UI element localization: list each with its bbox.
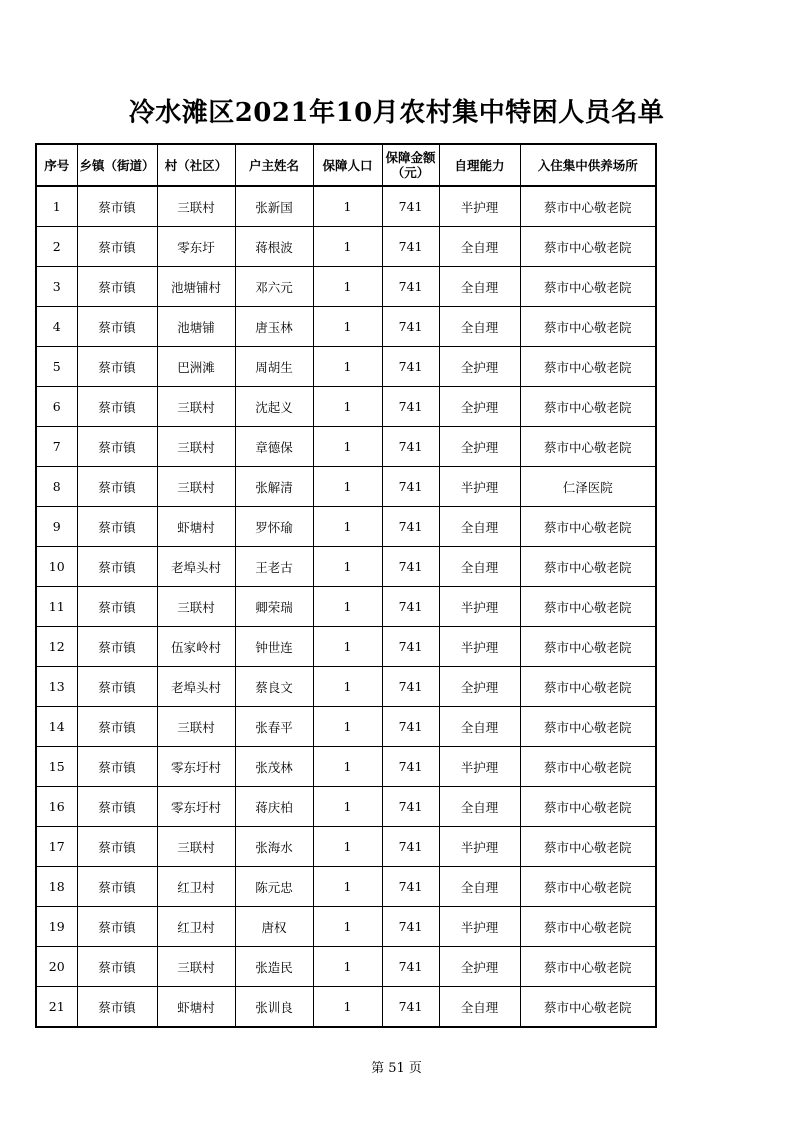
cell-amount: 741	[382, 387, 439, 427]
cell-self-care: 半护理	[439, 467, 520, 507]
cell-index: 8	[36, 467, 77, 507]
cell-township: 蔡市镇	[77, 867, 157, 907]
cell-index: 11	[36, 587, 77, 627]
cell-amount: 741	[382, 227, 439, 267]
cell-index: 15	[36, 747, 77, 787]
cell-township: 蔡市镇	[77, 227, 157, 267]
cell-householder: 张春平	[235, 707, 313, 747]
cell-self-care: 半护理	[439, 186, 520, 227]
column-header-self-care: 自理能力	[439, 144, 520, 186]
cell-population: 1	[313, 587, 382, 627]
cell-index: 16	[36, 787, 77, 827]
table-row	[36, 307, 656, 347]
cell-township: 蔡市镇	[77, 947, 157, 987]
cell-self-care: 全自理	[439, 267, 520, 307]
cell-self-care: 半护理	[439, 907, 520, 947]
cell-self-care: 全自理	[439, 227, 520, 267]
cell-index: 13	[36, 667, 77, 707]
table-row	[36, 427, 656, 467]
table-row	[36, 787, 656, 827]
cell-facility: 蔡市中心敬老院	[520, 387, 656, 427]
column-header-amount: 保障金额（元）	[382, 144, 439, 186]
cell-population: 1	[313, 307, 382, 347]
cell-population: 1	[313, 227, 382, 267]
cell-facility: 蔡市中心敬老院	[520, 867, 656, 907]
cell-facility: 蔡市中心敬老院	[520, 947, 656, 987]
cell-facility: 蔡市中心敬老院	[520, 787, 656, 827]
cell-householder: 唐权	[235, 907, 313, 947]
cell-index: 7	[36, 427, 77, 467]
cell-township: 蔡市镇	[77, 427, 157, 467]
cell-amount: 741	[382, 307, 439, 347]
cell-householder: 张训良	[235, 987, 313, 1028]
cell-self-care: 半护理	[439, 587, 520, 627]
cell-amount: 741	[382, 627, 439, 667]
cell-population: 1	[313, 947, 382, 987]
cell-amount: 741	[382, 667, 439, 707]
cell-township: 蔡市镇	[77, 467, 157, 507]
cell-facility: 蔡市中心敬老院	[520, 747, 656, 787]
cell-population: 1	[313, 827, 382, 867]
table-row	[36, 867, 656, 907]
table-row	[36, 907, 656, 947]
cell-index: 20	[36, 947, 77, 987]
cell-facility: 仁泽医院	[520, 467, 656, 507]
cell-village: 老埠头村	[157, 667, 235, 707]
cell-township: 蔡市镇	[77, 987, 157, 1028]
cell-self-care: 全自理	[439, 707, 520, 747]
cell-township: 蔡市镇	[77, 787, 157, 827]
cell-amount: 741	[382, 427, 439, 467]
cell-facility: 蔡市中心敬老院	[520, 707, 656, 747]
cell-self-care: 半护理	[439, 827, 520, 867]
cell-facility: 蔡市中心敬老院	[520, 827, 656, 867]
cell-self-care: 全护理	[439, 427, 520, 467]
cell-village: 池塘铺村	[157, 267, 235, 307]
table-row	[36, 227, 656, 267]
cell-index: 9	[36, 507, 77, 547]
cell-householder: 周胡生	[235, 347, 313, 387]
cell-self-care: 全自理	[439, 547, 520, 587]
cell-householder: 蒋根波	[235, 227, 313, 267]
cell-facility: 蔡市中心敬老院	[520, 547, 656, 587]
cell-township: 蔡市镇	[77, 707, 157, 747]
cell-township: 蔡市镇	[77, 387, 157, 427]
cell-population: 1	[313, 507, 382, 547]
table-row	[36, 627, 656, 667]
cell-village: 三联村	[157, 587, 235, 627]
cell-township: 蔡市镇	[77, 186, 157, 227]
cell-amount: 741	[382, 787, 439, 827]
table-row	[36, 387, 656, 427]
cell-self-care: 全护理	[439, 347, 520, 387]
cell-population: 1	[313, 627, 382, 667]
cell-facility: 蔡市中心敬老院	[520, 347, 656, 387]
cell-index: 19	[36, 907, 77, 947]
cell-facility: 蔡市中心敬老院	[520, 427, 656, 467]
cell-village: 零东圩村	[157, 747, 235, 787]
table-row	[36, 267, 656, 307]
cell-householder: 章德保	[235, 427, 313, 467]
cell-village: 三联村	[157, 186, 235, 227]
cell-facility: 蔡市中心敬老院	[520, 987, 656, 1028]
table-row	[36, 987, 656, 1028]
column-header-index: 序号	[36, 144, 77, 186]
cell-householder: 张解清	[235, 467, 313, 507]
cell-township: 蔡市镇	[77, 587, 157, 627]
cell-householder: 蔡良文	[235, 667, 313, 707]
cell-amount: 741	[382, 467, 439, 507]
table-row	[36, 347, 656, 387]
cell-amount: 741	[382, 747, 439, 787]
cell-index: 3	[36, 267, 77, 307]
cell-amount: 741	[382, 547, 439, 587]
cell-village: 三联村	[157, 427, 235, 467]
cell-householder: 沈起义	[235, 387, 313, 427]
table-row	[36, 547, 656, 587]
cell-facility: 蔡市中心敬老院	[520, 267, 656, 307]
cell-householder: 罗怀瑜	[235, 507, 313, 547]
cell-village: 红卫村	[157, 867, 235, 907]
cell-facility: 蔡市中心敬老院	[520, 907, 656, 947]
cell-population: 1	[313, 427, 382, 467]
table-row	[36, 467, 656, 507]
cell-householder: 张茂林	[235, 747, 313, 787]
cell-population: 1	[313, 667, 382, 707]
cell-township: 蔡市镇	[77, 667, 157, 707]
cell-village: 红卫村	[157, 907, 235, 947]
cell-village: 三联村	[157, 947, 235, 987]
column-header-township: 乡镇（街道）	[77, 144, 157, 186]
cell-householder: 陈元忠	[235, 867, 313, 907]
cell-index: 17	[36, 827, 77, 867]
cell-householder: 张海水	[235, 827, 313, 867]
column-header-village: 村（社区）	[157, 144, 235, 186]
column-header-householder: 户主姓名	[235, 144, 313, 186]
cell-amount: 741	[382, 267, 439, 307]
cell-facility: 蔡市中心敬老院	[520, 587, 656, 627]
column-header-facility: 入住集中供养场所	[520, 144, 656, 186]
cell-village: 三联村	[157, 707, 235, 747]
cell-householder: 张造民	[235, 947, 313, 987]
cell-index: 6	[36, 387, 77, 427]
cell-self-care: 全自理	[439, 787, 520, 827]
cell-township: 蔡市镇	[77, 267, 157, 307]
cell-village: 池塘铺	[157, 307, 235, 347]
cell-facility: 蔡市中心敬老院	[520, 507, 656, 547]
cell-amount: 741	[382, 186, 439, 227]
cell-population: 1	[313, 347, 382, 387]
page-title: 冷水滩区2021年10月农村集中特困人员名单	[128, 98, 665, 128]
cell-facility: 蔡市中心敬老院	[520, 667, 656, 707]
cell-village: 零东圩	[157, 227, 235, 267]
table-row	[36, 507, 656, 547]
cell-householder: 张新国	[235, 186, 313, 227]
cell-self-care: 全护理	[439, 947, 520, 987]
cell-amount: 741	[382, 947, 439, 987]
table-row	[36, 587, 656, 627]
table-row	[36, 707, 656, 747]
cell-householder: 蒋庆柏	[235, 787, 313, 827]
cell-facility: 蔡市中心敬老院	[520, 186, 656, 227]
cell-amount: 741	[382, 827, 439, 867]
cell-population: 1	[313, 867, 382, 907]
cell-self-care: 全自理	[439, 507, 520, 547]
cell-index: 18	[36, 867, 77, 907]
cell-population: 1	[313, 267, 382, 307]
cell-householder: 钟世连	[235, 627, 313, 667]
cell-householder: 王老古	[235, 547, 313, 587]
cell-population: 1	[313, 907, 382, 947]
table-row	[36, 827, 656, 867]
cell-amount: 741	[382, 907, 439, 947]
cell-index: 5	[36, 347, 77, 387]
cell-township: 蔡市镇	[77, 907, 157, 947]
cell-village: 零东圩村	[157, 787, 235, 827]
cell-index: 21	[36, 987, 77, 1028]
cell-index: 4	[36, 307, 77, 347]
cell-facility: 蔡市中心敬老院	[520, 627, 656, 667]
page-number: 第 51 页	[371, 1061, 422, 1076]
cell-village: 伍家岭村	[157, 627, 235, 667]
cell-village: 老埠头村	[157, 547, 235, 587]
cell-population: 1	[313, 547, 382, 587]
cell-population: 1	[313, 707, 382, 747]
table-row	[36, 186, 656, 227]
table-row	[36, 947, 656, 987]
cell-amount: 741	[382, 507, 439, 547]
cell-amount: 741	[382, 587, 439, 627]
cell-householder: 邓六元	[235, 267, 313, 307]
cell-amount: 741	[382, 347, 439, 387]
cell-index: 12	[36, 627, 77, 667]
cell-householder: 卿荣瑞	[235, 587, 313, 627]
cell-index: 10	[36, 547, 77, 587]
cell-facility: 蔡市中心敬老院	[520, 227, 656, 267]
cell-population: 1	[313, 987, 382, 1028]
cell-village: 三联村	[157, 827, 235, 867]
cell-index: 14	[36, 707, 77, 747]
cell-township: 蔡市镇	[77, 547, 157, 587]
column-header-population: 保障人口	[313, 144, 382, 186]
cell-index: 2	[36, 227, 77, 267]
cell-self-care: 全护理	[439, 387, 520, 427]
cell-village: 三联村	[157, 467, 235, 507]
cell-amount: 741	[382, 987, 439, 1028]
table-row	[36, 747, 656, 787]
cell-self-care: 全自理	[439, 307, 520, 347]
cell-self-care: 全自理	[439, 987, 520, 1028]
cell-village: 三联村	[157, 387, 235, 427]
cell-amount: 741	[382, 707, 439, 747]
cell-population: 1	[313, 186, 382, 227]
cell-village: 虾塘村	[157, 987, 235, 1028]
cell-self-care: 全护理	[439, 667, 520, 707]
cell-township: 蔡市镇	[77, 747, 157, 787]
cell-village: 巴洲滩	[157, 347, 235, 387]
cell-population: 1	[313, 787, 382, 827]
table-row	[36, 667, 656, 707]
cell-village: 虾塘村	[157, 507, 235, 547]
cell-householder: 唐玉林	[235, 307, 313, 347]
cell-self-care: 半护理	[439, 627, 520, 667]
cell-index: 1	[36, 186, 77, 227]
roster-table	[35, 143, 657, 1028]
cell-township: 蔡市镇	[77, 627, 157, 667]
cell-population: 1	[313, 747, 382, 787]
cell-self-care: 半护理	[439, 747, 520, 787]
cell-township: 蔡市镇	[77, 307, 157, 347]
cell-facility: 蔡市中心敬老院	[520, 307, 656, 347]
cell-amount: 741	[382, 867, 439, 907]
cell-population: 1	[313, 467, 382, 507]
cell-township: 蔡市镇	[77, 347, 157, 387]
table-header-row	[36, 144, 656, 186]
cell-township: 蔡市镇	[77, 827, 157, 867]
table-body	[36, 186, 656, 1027]
cell-township: 蔡市镇	[77, 507, 157, 547]
cell-self-care: 全自理	[439, 867, 520, 907]
cell-population: 1	[313, 387, 382, 427]
